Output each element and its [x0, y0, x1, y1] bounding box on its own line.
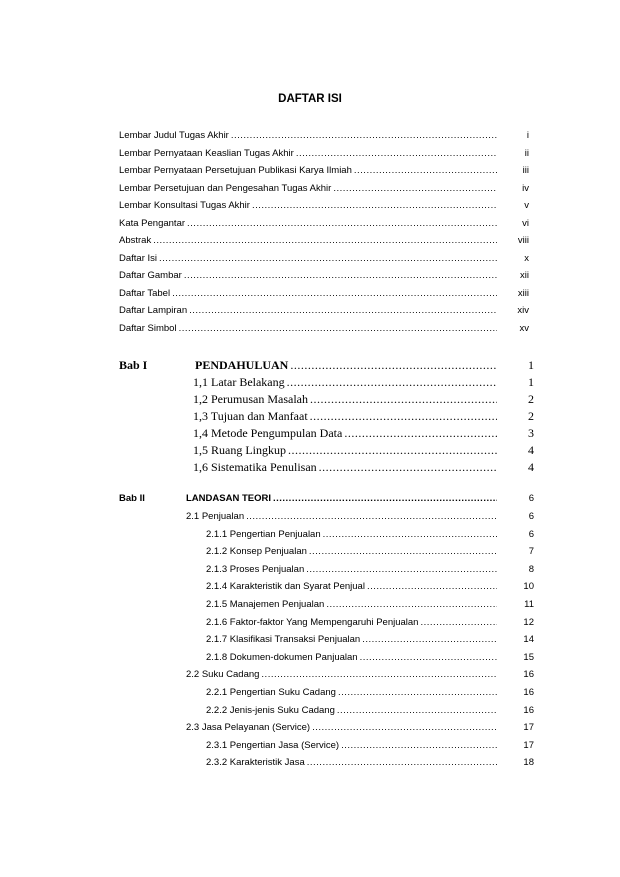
toc-page-number: 4 [528, 460, 534, 474]
leader-dots [310, 392, 497, 407]
toc-page-number: 14 [523, 634, 534, 646]
toc-entry[interactable] [193, 460, 534, 475]
toc-label: Daftar Gambar [119, 270, 182, 281]
toc-page-number: 4 [528, 443, 534, 457]
page-title: DAFTAR ISI [278, 93, 342, 105]
toc-entry[interactable] [206, 757, 534, 769]
toc-page-number: 18 [523, 757, 534, 769]
toc-page-number: 15 [523, 651, 534, 663]
leader-dots [341, 740, 497, 751]
toc-label: 2.1.3 Proses Penjualan [206, 563, 305, 575]
toc-page-number: 2 [528, 409, 534, 423]
toc-page-number: 3 [528, 426, 534, 440]
toc-entry[interactable] [186, 722, 534, 734]
leader-dots [333, 183, 497, 194]
toc-label: Lembar Konsultasi Tugas Akhir [119, 200, 250, 211]
toc-entry[interactable] [206, 687, 534, 698]
leader-dots [296, 148, 497, 159]
toc-entry[interactable] [119, 270, 529, 281]
bab1-label: Bab I [119, 358, 148, 372]
toc-page-number: 16 [523, 669, 534, 681]
toc-label: 2.1.2 Konsep Penjualan [206, 546, 307, 558]
toc-entry[interactable] [119, 252, 529, 264]
leader-dots [362, 634, 497, 645]
toc-entry[interactable] [206, 616, 534, 628]
toc-label: 2.1.8 Dokumen-dokumen Panjualan [206, 651, 358, 663]
toc-entry[interactable] [193, 392, 534, 407]
toc-label: 2.3 Jasa Pelayanan (Service) [186, 722, 311, 734]
toc-label: 2.1.4 Karakteristik dan Syarat Penjual [206, 581, 365, 593]
toc-page-number: 2 [528, 392, 534, 406]
toc-label: Abstrak [119, 235, 152, 246]
leader-dots [310, 409, 497, 424]
toc-label: Daftar Isi [119, 252, 158, 264]
toc-page-number: 16 [523, 704, 534, 716]
toc-page-number: iii [522, 165, 529, 176]
toc-page-number: 17 [523, 739, 534, 751]
toc-page-number: xv [519, 322, 529, 334]
leader-dots [323, 529, 497, 540]
toc-entry[interactable] [206, 563, 534, 575]
toc-label: 1,6 Sistematika Penulisan [193, 460, 317, 474]
toc-page-number: vi [522, 217, 529, 229]
toc-label: 1,4 Metode Pengumpulan Data [193, 426, 343, 440]
leader-dots [312, 722, 497, 733]
toc-entry[interactable] [193, 375, 534, 390]
toc-page-number: viii [517, 235, 529, 246]
leader-dots [367, 581, 497, 592]
leader-dots [159, 253, 497, 264]
toc-label: Lembar Persetujuan dan Pengesahan Tugas Akhir [119, 182, 332, 194]
toc-page-number: 10 [523, 581, 534, 593]
toc-label: 2.1.5 Manajemen Penjualan [206, 599, 325, 610]
toc-label: 2.1.7 Klasifikasi Transaksi Penjualan [206, 634, 361, 646]
leader-dots [344, 426, 497, 441]
leader-dots [290, 358, 497, 373]
toc-page-number: xiv [517, 305, 529, 316]
leader-dots [273, 493, 497, 504]
toc-entry[interactable] [206, 581, 534, 593]
toc-entry[interactable] [206, 599, 534, 610]
toc-entry[interactable] [119, 322, 529, 334]
toc-page-number: ii [524, 147, 529, 159]
leader-dots [179, 323, 497, 334]
toc-label: Daftar Tabel [119, 287, 171, 299]
toc-page-number: 7 [528, 546, 534, 558]
leader-dots [326, 599, 497, 610]
toc-label: Daftar Lampiran [119, 305, 188, 316]
toc-page-number: 17 [523, 722, 534, 734]
leader-dots [189, 305, 497, 316]
toc-page-number: 16 [523, 687, 534, 698]
toc-page-number: x [524, 252, 529, 264]
bab2-heading[interactable] [186, 493, 534, 504]
toc-entry[interactable] [186, 669, 534, 681]
leader-dots [246, 511, 497, 522]
toc-entry[interactable] [193, 426, 534, 441]
toc-entry[interactable] [119, 200, 529, 211]
bab2-page: 6 [528, 493, 534, 504]
toc-entry[interactable] [206, 651, 534, 663]
toc-entry[interactable] [186, 511, 534, 522]
toc-entry[interactable] [206, 528, 534, 540]
leader-dots [319, 460, 497, 475]
bab2-title: LANDASAN TEORI [186, 493, 271, 504]
toc-entry[interactable] [119, 147, 529, 159]
toc-label: 2.3.2 Karakteristik Jasa [206, 757, 305, 769]
toc-label: 2.1.1 Pengertian Penjualan [206, 528, 321, 540]
toc-page-number: 11 [524, 599, 534, 610]
toc-page-number: 6 [528, 528, 534, 540]
toc-page-number: xiii [517, 287, 529, 299]
leader-dots [307, 757, 497, 768]
leader-dots [261, 669, 497, 680]
leader-dots [187, 218, 497, 229]
toc-label: Daftar Simbol [119, 322, 177, 334]
toc-label: 1,5 Ruang Lingkup [193, 443, 286, 457]
toc-page-number: 6 [528, 511, 534, 522]
leader-dots [354, 165, 497, 176]
leader-dots [172, 288, 497, 299]
leader-dots [288, 443, 497, 458]
leader-dots [309, 546, 497, 557]
toc-entry[interactable] [206, 634, 534, 646]
toc-entry[interactable] [193, 409, 534, 424]
bab1-heading[interactable] [195, 358, 534, 373]
toc-label: 2.2 Suku Cadang [186, 669, 260, 681]
toc-page-number: v [524, 200, 529, 211]
toc-label: Lembar Pernyataan Keaslian Tugas Akhir [119, 147, 294, 159]
toc-entry[interactable] [119, 217, 529, 229]
toc-label: 1,1 Latar Belakang [193, 375, 285, 389]
leader-dots [360, 652, 497, 663]
leader-dots [338, 687, 497, 698]
leader-dots [252, 200, 497, 211]
toc-page-number: 12 [523, 616, 534, 628]
toc-entry[interactable] [119, 165, 529, 176]
toc-page-number: i [526, 130, 529, 141]
toc-page-number: xii [520, 270, 529, 281]
toc-page-number: 8 [528, 563, 534, 575]
toc-label: Lembar Judul Tugas Akhir [119, 130, 229, 141]
toc-entry[interactable] [119, 305, 529, 316]
toc-label: 2.3.1 Pengertian Jasa (Service) [206, 739, 340, 751]
toc-label: Kata Pengantar [119, 217, 186, 229]
leader-dots [231, 130, 497, 141]
toc-label: 2.1.6 Faktor-faktor Yang Mempengaruhi Penjualan [206, 616, 419, 628]
toc-label: 2.1 Penjualan [186, 511, 245, 522]
toc-entry[interactable] [206, 739, 534, 751]
leader-dots [337, 705, 497, 716]
leader-dots [184, 270, 497, 281]
toc-label: 2.2.2 Jenis-jenis Suku Cadang [206, 704, 335, 716]
leader-dots [153, 235, 497, 246]
bab1-title: PENDAHULUAN [195, 358, 289, 372]
toc-label: 2.2.1 Pengertian Suku Cadang [206, 687, 336, 698]
toc-entry[interactable] [206, 546, 534, 558]
bab1-page: 1 [528, 358, 534, 372]
leader-dots [287, 375, 497, 390]
toc-entry[interactable] [119, 182, 529, 194]
toc-page-number: iv [522, 182, 529, 194]
leader-dots [420, 617, 497, 628]
toc-entry[interactable] [119, 130, 529, 141]
toc-label: Lembar Pernyataan Persetujuan Publikasi Karya Ilmiah [119, 165, 352, 176]
toc-entry[interactable] [119, 235, 529, 246]
toc-entry[interactable] [193, 443, 534, 458]
leader-dots [306, 564, 497, 575]
bab2-label: Bab II [119, 493, 145, 504]
toc-entry[interactable] [119, 287, 529, 299]
toc-page-number: 1 [528, 375, 534, 389]
toc-label: 1,2 Perumusan Masalah [193, 392, 308, 406]
toc-entry[interactable] [206, 704, 534, 716]
toc-label: 1,3 Tujuan dan Manfaat [193, 409, 308, 423]
